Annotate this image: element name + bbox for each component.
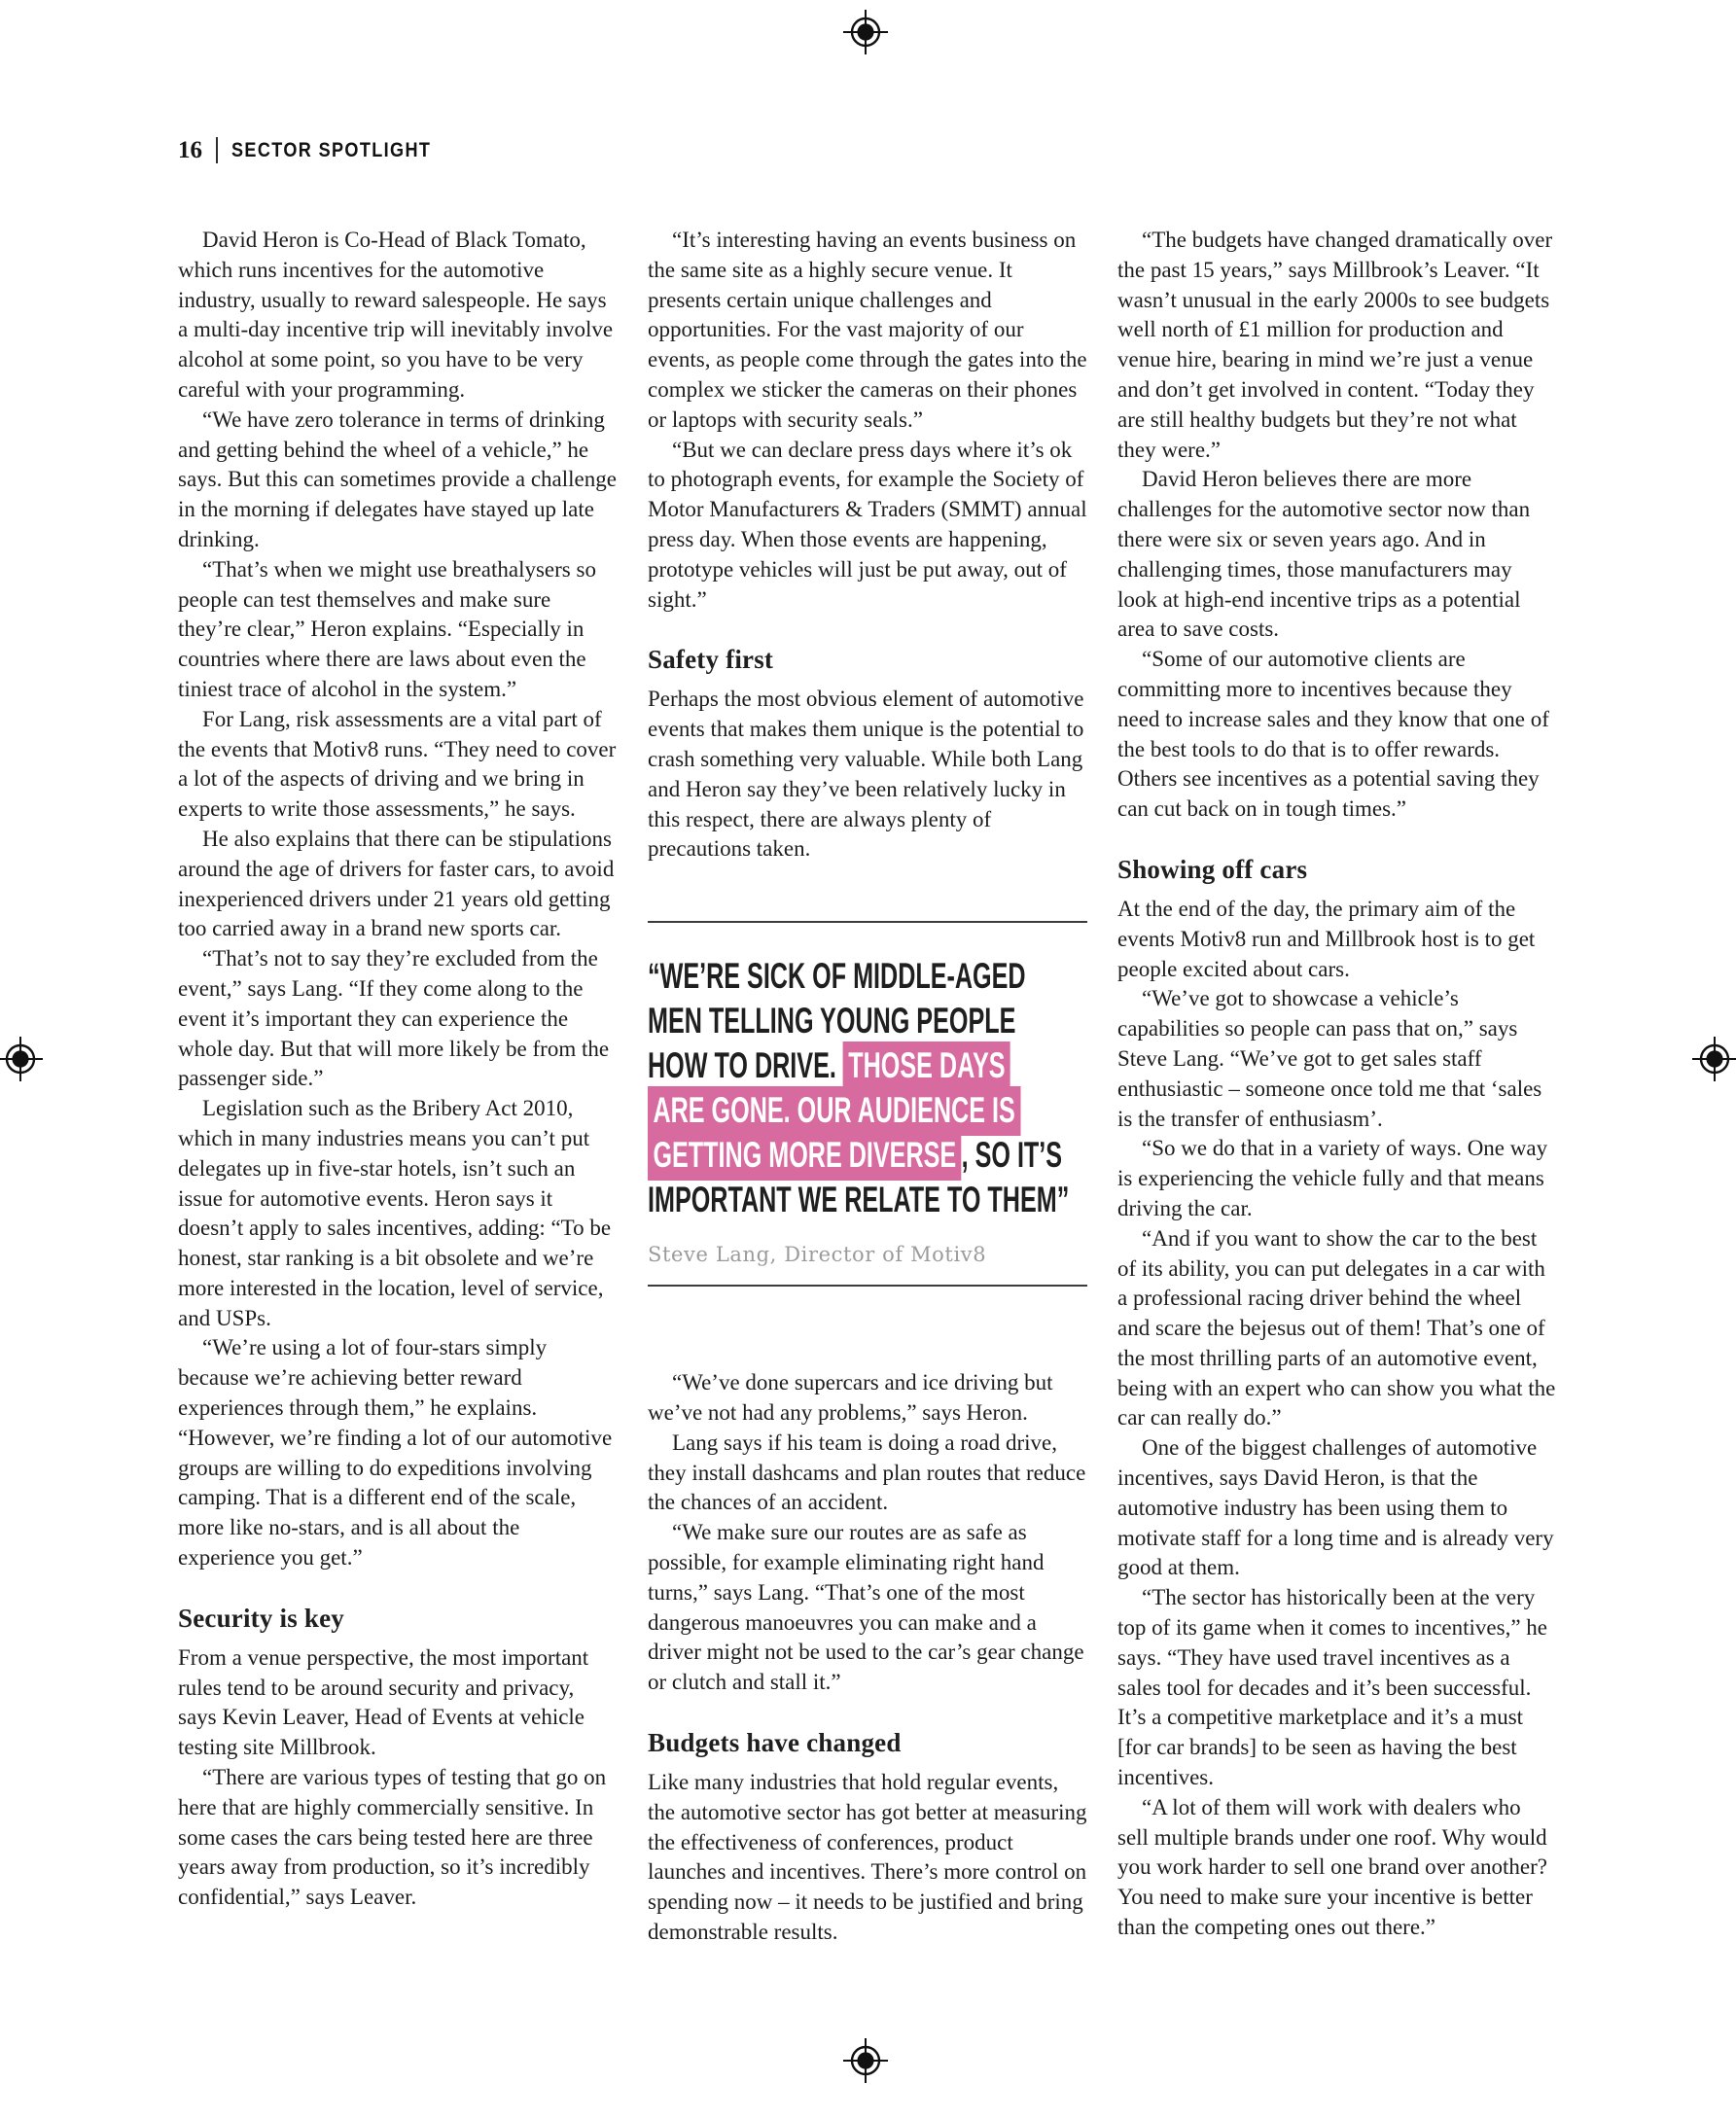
pull-quote <box>648 921 1087 1287</box>
body-paragraph: “And if you want to show the car to the best of its ability, you can put delegates in a car with a professional racing driver behind the wheel and scare the bejesus out of them! That’s one of the most thrilling parts of an automotive event, being with an expert who can show you what the car can really do.” <box>1117 1225 1556 1430</box>
body-paragraph: For Lang, risk assessments are a vital part of the events that Motiv8 runs. “They need to cover a lot of the aspects of driving and we bring in experts to write those assessments,” he says. <box>178 706 617 822</box>
section-heading-security-is-key: Security is key <box>178 1603 344 1633</box>
body-paragraph: “The budgets have changed dramatically over the past 15 years,” says Millbrook’s Leaver. “It wasn’t unusual in the early 2000s to see budgets well north of £1 million for production and venue hire, bearing in mind we’re just a venue and don’t get involved in content. “Today they are still healthy budgets but they’re not what they were.” <box>1117 228 1553 462</box>
pull-quote-line <box>648 954 1026 999</box>
pull-quote-line <box>648 1133 1063 1178</box>
registration-mark-icon <box>843 2038 888 2083</box>
registration-mark-icon <box>843 10 888 54</box>
body-paragraph: “That’s when we might use breathalysers so people can test themselves and make sure they’re clear,” Heron explains. “Especially in countries where there are laws about even the tiniest trace of alcohol in the system.” <box>178 556 596 701</box>
article-column-1 <box>178 226 618 1948</box>
body-paragraph: “We’ve done supercars and ice driving but we’ve not had any problems,” says Heron. <box>648 1370 1053 1425</box>
body-paragraph: “The sector has historically been at the very top of its game when it comes to incentives,” he says. “They have used travel incentives as a sales tool for decades and it’s been successful. It’s a competitive marketplace and it’s a must [for car brands] to be seen as having the best incentives. <box>1117 1585 1547 1790</box>
body-paragraph: “So we do that in a variety of ways. One way is experiencing the vehicle fully and that means driving the car. <box>1117 1136 1548 1220</box>
body-paragraph: From a venue perspective, the most important rules tend to be around security and privacy, says Kevin Leaver, Head of Events at vehicle testing site Millbrook. <box>178 1644 589 1760</box>
pull-quote-line <box>648 1088 1015 1133</box>
body-paragraph: “There are various types of testing that go on here that are highly commercially sensitive. In some cases the cars being tested here are three years away from production, so it’s incredibly confidential,” says Leaver. <box>178 1765 607 1910</box>
body-paragraph: Legislation such as the Bribery Act 2010, which in many industries means you can’t put delegates up in five-star hotels, isn’t such an issue for automotive events. Heron says it doesn’t apply to sales incentives, adding: “To be honest, star ranking is a bit obsolete and we’re more interested in the location, level of service, and USPs. <box>178 1096 612 1330</box>
registration-mark-icon <box>1692 1037 1736 1081</box>
quote-text: IMPORTANT WE RELATE TO THEM” <box>648 1180 1070 1220</box>
article-column-2 <box>648 226 1087 1948</box>
body-paragraph: David Heron is Co-Head of Black Tomato, which runs incentives for the automotive industry, usually to reward salespeople. He says a multi-day incentive trip will inevitably involve alcohol at some point, so you have to be very careful with your programming. <box>178 228 614 402</box>
body-paragraph: “That’s not to say they’re excluded from the event,” says Lang. “If they come along to the event it’s important they can experience the whole day. But that will more likely be from the passenger side.” <box>178 946 610 1091</box>
pull-quote-text <box>648 923 1087 1222</box>
body-paragraph: “We’re using a lot of four-stars simply because we’re achieving better reward experiences through them,” he explains. “However, we’re finding a lot of our automotive groups are willing to do expeditions involving camping. That is a different end of the scale, more like no-stars, and is all about the experience you get.” <box>178 1335 613 1571</box>
registration-mark-icon <box>0 1037 43 1081</box>
body-paragraph: At the end of the day, the primary aim of the events Motiv8 run and Millbrook host is to get people excited about cars. <box>1117 896 1536 981</box>
page-header <box>178 137 464 163</box>
highlighted-text: THOSE DAYS <box>843 1041 1010 1091</box>
header-divider <box>216 137 218 163</box>
quote-text: , SO IT’S <box>961 1135 1063 1176</box>
body-paragraph: “A lot of them will work with dealers who sell multiple brands under one roof. Why would you work harder to sell one brand over another? You need to make sure your incentive is better than the competing ones out there.” <box>1117 1794 1547 1940</box>
quote-text: “WE’RE SICK OF MIDDLE-AGED <box>648 956 1026 997</box>
body-paragraph: Like many industries that hold regular events, the automotive sector has got better at measuring the effectiveness of conferences, product launches and incentives. There’s more control on spending now – it needs to be justified and bring demonstrable results. <box>648 1769 1087 1944</box>
pull-quote-attribution: Steve Lang, Director of Motiv8 <box>648 1243 987 1267</box>
body-paragraph: David Heron believes there are more challenges for the automotive sector now than there were six or seven years ago. And in challenging times, those manufacturers may look at high-end incentive trips as a potential area to save costs. <box>1117 467 1531 642</box>
pull-quote-line <box>648 1043 1006 1088</box>
section-heading-budgets-have-changed: Budgets have changed <box>648 1727 902 1757</box>
body-paragraph: “We have zero tolerance in terms of drinking and getting behind the wheel of a vehicle,” he says. But this can sometimes provide a challenge in the morning if delegates have stayed up late drinking. <box>178 406 617 551</box>
body-paragraph: He also explains that there can be stipulations around the age of drivers for faster cars, to avoid inexperienced drivers under 21 years old getting too carried away in a brand new sports car. <box>178 826 615 941</box>
page-number: 16 <box>178 137 202 163</box>
pull-quote-bottom-rule <box>648 1285 1087 1287</box>
body-paragraph: “It’s interesting having an events business on the same site as a highly secure venue. It presents certain unique challenges and opportunities. For the vast majority of our events, as people come through the gates into the complex we sticker the cameras on their phones or laptops with security seals.” <box>648 228 1087 432</box>
body-paragraph: “Some of our automotive clients are committing more to incentives because they need to increase sales and they know that one of the best tools to do that is to offer rewards. Others see incentives as a potential saving they can cut back on in tough times.” <box>1117 647 1549 822</box>
body-paragraph: Perhaps the most obvious element of automotive events that makes them unique is the potential to crash something very valuable. While both Lang and Heron say they’ve been relatively lucky in this respect, there are always plenty of precautions taken. <box>648 687 1084 862</box>
section-heading-safety-first: Safety first <box>648 645 774 675</box>
body-paragraph: “We make sure our routes are as safe as possible, for example eliminating right hand turns,” says Lang. “That’s one of the most dangerous manoeuvres you can make and a driver might not be used to the car’s gear change or clutch and stall it.” <box>648 1520 1084 1695</box>
section-heading-showing-off-cars: Showing off cars <box>1117 854 1308 884</box>
body-paragraph: “But we can declare press days where it’s ok to photograph events, for example the Society of Motor Manufacturers & Traders (SMMT) annual press day. When those events are happening, prototype vehicles will just be put away, out of sight.” <box>648 437 1087 612</box>
section-kicker: SECTOR SPOTLIGHT <box>231 139 432 161</box>
highlighted-text: ARE GONE. OUR AUDIENCE IS <box>648 1086 1020 1136</box>
body-paragraph: “We’ve got to showcase a vehicle’s capabilities so people can pass that on,” says Steve Lang. “We’ve got to get sales staff enthusiastic – someone once told me that ‘sales is the transfer of enthusiasm’. <box>1117 986 1542 1131</box>
body-paragraph: Lang says if his team is doing a road drive, they install dashcams and plan routes that reduce the chances of an accident. <box>648 1430 1086 1515</box>
quote-text: HOW TO DRIVE. <box>648 1045 843 1086</box>
pull-quote-line <box>648 1178 1070 1222</box>
highlighted-text: GETTING MORE DIVERSE <box>648 1131 962 1181</box>
quote-text: MEN TELLING YOUNG PEOPLE <box>648 1001 1016 1041</box>
body-paragraph: One of the biggest challenges of automotive incentives, says David Heron, is that the automotive industry has been using them to motivate staff for a long time and is already very good at them. <box>1117 1435 1554 1580</box>
article-column-3 <box>1117 226 1557 1948</box>
article-columns <box>178 226 1558 1948</box>
pull-quote-line <box>648 999 1016 1043</box>
